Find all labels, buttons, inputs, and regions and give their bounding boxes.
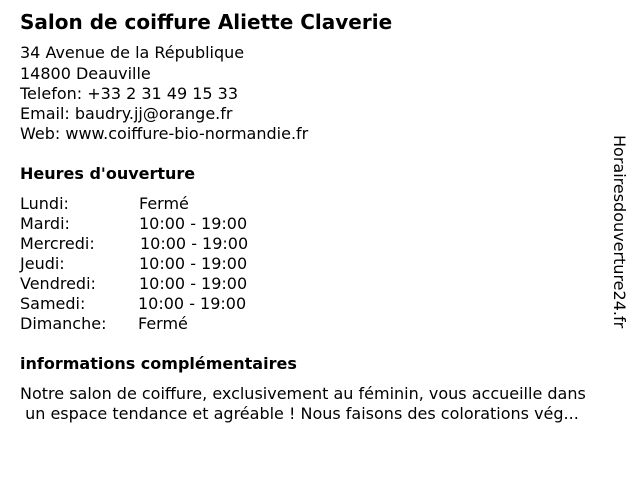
day-label-sunday: Dimanche:	[20, 314, 107, 333]
web-line: Web: www.coiffure-bio-normandie.fr	[20, 124, 309, 143]
site-watermark: Horairesdouverture24.fr	[610, 135, 629, 329]
business-title: Salon de coiffure Aliette Claverie	[20, 10, 393, 34]
email-line: Email: baudry.jj@orange.fr	[20, 104, 233, 123]
day-hours-wednesday: 10:00 - 19:00	[140, 234, 249, 253]
day-hours-thursday: 10:00 - 19:00	[139, 254, 248, 273]
info-heading: informations complémentaires	[20, 354, 297, 373]
day-hours-tuesday: 10:00 - 19:00	[139, 214, 248, 233]
phone-line: Telefon: +33 2 31 49 15 33	[20, 84, 239, 103]
day-hours-saturday: 10:00 - 19:00	[138, 294, 247, 313]
info-text-line-2: un espace tendance et agréable ! Nous faisons des colorations vég...	[20, 404, 579, 423]
day-label-friday: Vendredi:	[20, 274, 96, 293]
day-hours-sunday: Fermé	[138, 314, 188, 333]
day-label-wednesday: Mercredi:	[20, 234, 95, 253]
address-line-2: 14800 Deauville	[20, 64, 151, 83]
day-label-thursday: Jeudi:	[20, 254, 65, 273]
address-line-1: 34 Avenue de la République	[20, 43, 245, 62]
day-hours-monday: Fermé	[139, 194, 189, 213]
day-label-monday: Lundi:	[20, 194, 69, 213]
day-label-tuesday: Mardi:	[20, 214, 70, 233]
day-hours-friday: 10:00 - 19:00	[139, 274, 248, 293]
info-text-line-1: Notre salon de coiffure, exclusivement au féminin, vous accueille dans	[20, 384, 586, 403]
hours-heading: Heures d'ouverture	[20, 164, 196, 183]
day-label-saturday: Samedi:	[20, 294, 86, 313]
